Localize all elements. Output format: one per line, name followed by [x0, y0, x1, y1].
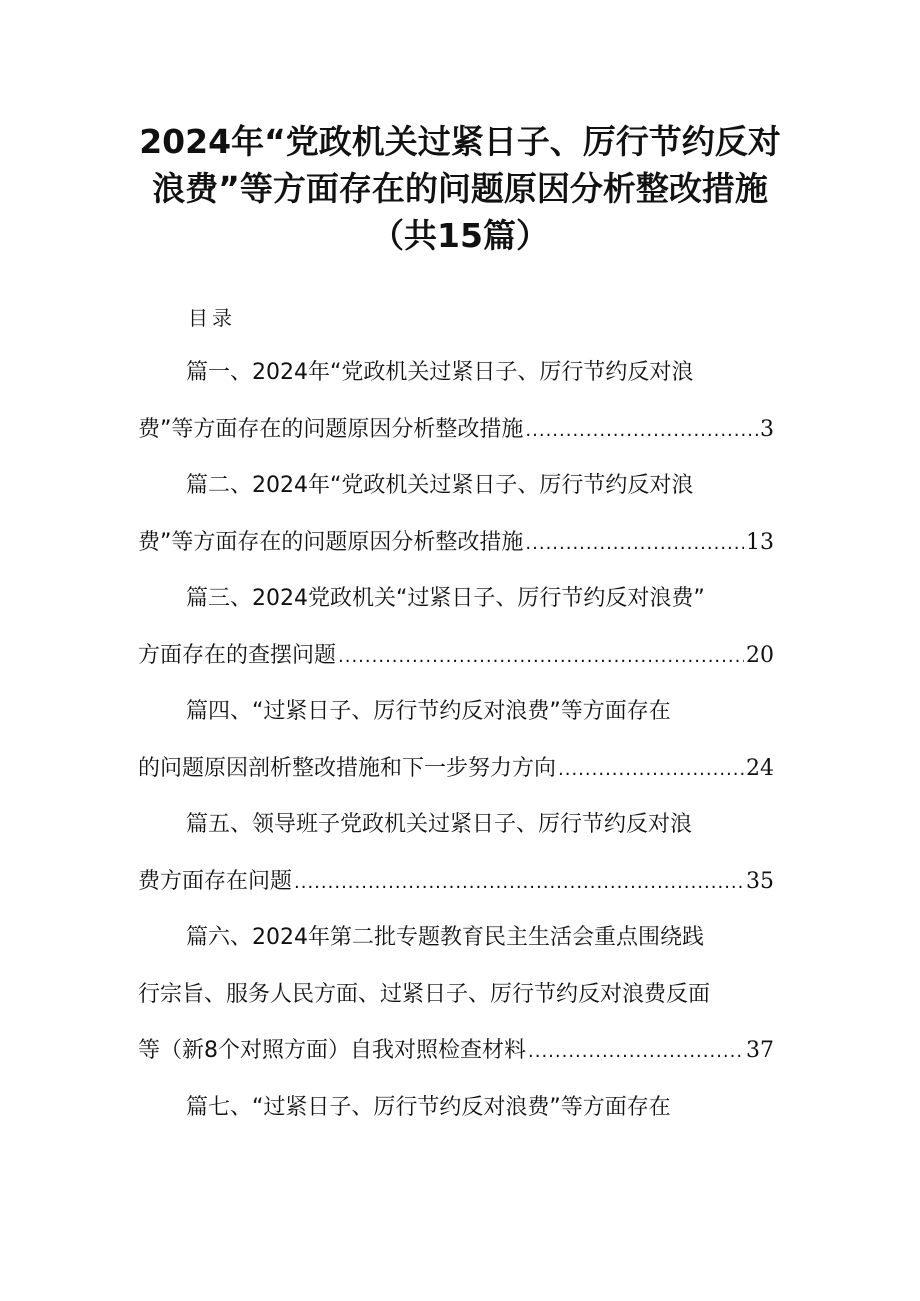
toc-entry-line: 篇二、2024年“党政机关过紧日子、厉行节约反对浪: [186, 473, 694, 498]
toc-leader-dots: [525, 403, 758, 460]
toc-page-number: 35: [746, 868, 774, 894]
toc-leader-dots: [338, 629, 744, 686]
toc-entry-line: 篇三、2024党政机关“过紧日子、厉行节约反对浪费”: [186, 586, 705, 611]
toc-entry-line: 篇四、“过紧日子、厉行节约反对浪费”等方面存在: [186, 699, 671, 724]
toc-entry-text: 的问题原因剖析整改措施和下一步努力方向: [138, 755, 557, 781]
toc-entry-text: 方面存在的查摆问题: [138, 642, 337, 668]
toc-entry-text: 费方面存在问题: [138, 868, 293, 894]
toc-page-number: 3: [760, 416, 774, 442]
toc-entry-text: 费”等方面存在的问题原因分析整改措施: [138, 416, 524, 442]
toc-page-number: 13: [746, 529, 774, 555]
toc-page-number: 20: [746, 642, 774, 668]
toc-leader-dots: [558, 742, 744, 799]
toc-page-number: 24: [746, 755, 774, 781]
toc-entry-line: 行宗旨、服务人民方面、过紧日子、厉行节约反对浪费反面: [138, 981, 711, 1007]
toc-entry-line: 篇七、“过紧日子、厉行节约反对浪费”等方面存在: [186, 1094, 671, 1120]
title-line-1: 2024年“党政机关过紧日子、厉行节约反对: [139, 122, 781, 161]
toc-entry-line: 篇六、2024年第二批专题教育民主生活会重点围绕践: [186, 925, 704, 950]
toc-leader-dots: [528, 1024, 744, 1081]
toc-page-number: 37: [746, 1038, 774, 1063]
toc-entry-line: [138, 854, 774, 911]
toc-entry-line: 篇一、2024年“党政机关过紧日子、厉行节约反对浪: [186, 360, 694, 385]
toc-entry-line: [138, 1023, 774, 1080]
toc-entry-text: 费”等方面存在的问题原因分析整改措施: [138, 529, 524, 555]
title-line-2: 浪费”等方面存在的问题原因分析整改措施: [152, 169, 768, 208]
toc-entry-line: 篇五、领导班子党政机关过紧日子、厉行节约反对浪: [186, 812, 693, 837]
toc-entry-line: [138, 628, 774, 685]
toc-leader-dots: [294, 855, 744, 912]
document-title: [120, 118, 800, 259]
toc-entry-line: [138, 402, 774, 459]
toc-entry-text: 等（新8个对照方面）自我对照检查材料: [138, 1038, 526, 1063]
toc-entry-line: [138, 741, 774, 798]
toc-entry-line: [138, 515, 774, 572]
table-of-contents: [138, 345, 774, 1136]
toc-heading: 目录: [188, 306, 236, 330]
title-line-3: （共15篇）: [371, 216, 549, 255]
toc-leader-dots: [525, 516, 744, 573]
